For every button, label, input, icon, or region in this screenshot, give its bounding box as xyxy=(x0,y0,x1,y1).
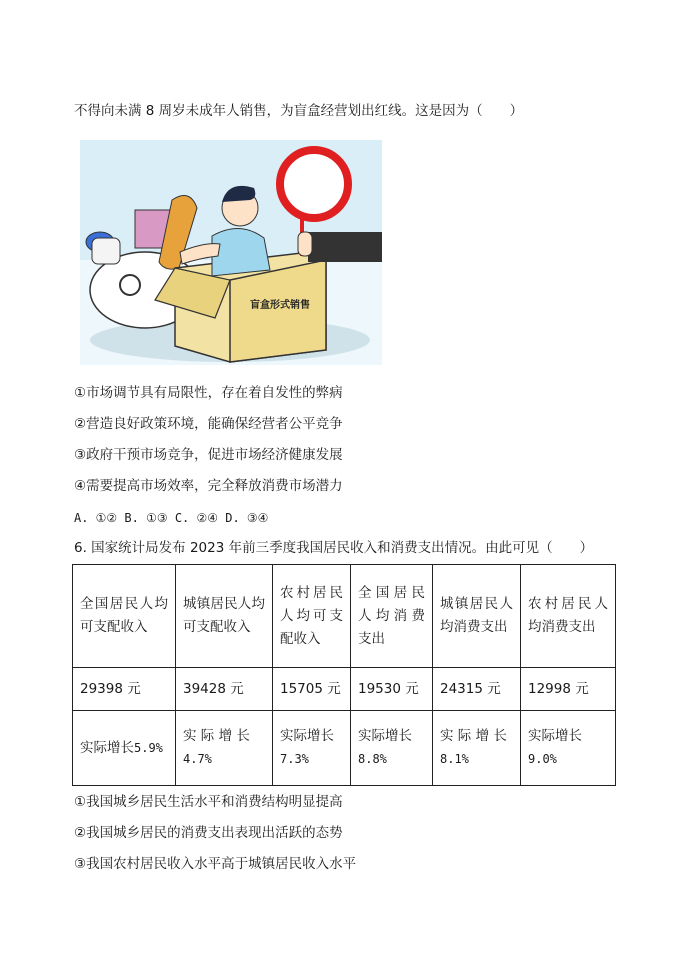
table-cell xyxy=(176,711,273,786)
table-row xyxy=(73,565,616,668)
table-cell xyxy=(73,711,176,786)
table-cell xyxy=(351,711,433,786)
table-cell: 15705 元 xyxy=(273,668,351,711)
table-row xyxy=(73,668,616,711)
table-header-cell: 城镇居民人均可支配收入 xyxy=(176,565,273,668)
growth-value: 8.1% xyxy=(440,752,469,766)
q6-option-3: ③我国农村居民收入水平高于城镇居民收入水平 xyxy=(74,856,357,872)
table-header-cell: 全国居民人均消费支出 xyxy=(351,565,433,668)
q6-option-2: ②我国城乡居民的消费支出表现出活跃的态势 xyxy=(74,825,343,841)
table-cell xyxy=(521,711,616,786)
q5-option-1: ①市场调节具有局限性，存在着自发性的弊病 xyxy=(74,385,343,401)
growth-label: 实 际 增 长 xyxy=(183,728,250,744)
q5-option-4: ④需要提高市场效率，完全释放消费市场潜力 xyxy=(74,478,343,494)
growth-label: 实际增长 xyxy=(280,728,334,744)
growth-label: 实际增长 xyxy=(80,739,134,756)
table-cell: 24315 元 xyxy=(433,668,521,711)
growth-value: 5.9% xyxy=(134,740,163,755)
growth-value: 4.7% xyxy=(183,752,212,766)
q5-answer-choices: A. ①② B. ①③ C. ②④ D. ③④ xyxy=(74,511,269,525)
growth-value: 9.0% xyxy=(528,752,557,766)
q5-stem: 不得向未满 8 周岁未成年人销售，为盲盒经营划出红线。这是因为（ ） xyxy=(74,103,524,119)
table-header-cell: 农村居民人均消费支出 xyxy=(521,565,616,668)
table-header-cell: 农村居民人均可支配收入 xyxy=(273,565,351,668)
q6-stem: 6. 国家统计局发布 2023 年前三季度我国居民收入和消费支出情况。由此可见（ ） xyxy=(74,540,594,556)
q5-option-2: ②营造良好政策环境，能确保经营者公平竞争 xyxy=(74,416,343,432)
growth-label: 实 际 增 长 xyxy=(440,728,507,744)
table-cell: 29398 元 xyxy=(73,668,176,711)
growth-label: 实际增长 xyxy=(528,728,582,744)
table-cell: 12998 元 xyxy=(521,668,616,711)
box-label: 盲盒形式销售 xyxy=(250,300,310,311)
table-row xyxy=(73,711,616,786)
table-header-cell: 全国居民人均可支配收入 xyxy=(73,565,176,668)
q6-option-1: ①我国城乡居民生活水平和消费结构明显提高 xyxy=(74,794,343,810)
q5-option-3: ③政府干预市场竞争，促进市场经济健康发展 xyxy=(74,447,343,463)
income-consumption-table xyxy=(72,564,616,786)
table-cell: 19530 元 xyxy=(351,668,433,711)
blind-box-cartoon xyxy=(80,140,382,365)
growth-value: 8.8% xyxy=(358,752,387,766)
growth-value: 7.3% xyxy=(280,752,309,766)
table-cell xyxy=(433,711,521,786)
table-header-cell: 城镇居民人均消费支出 xyxy=(433,565,521,668)
table-cell: 39428 元 xyxy=(176,668,273,711)
growth-label: 实际增长 xyxy=(358,728,412,744)
table-cell xyxy=(273,711,351,786)
